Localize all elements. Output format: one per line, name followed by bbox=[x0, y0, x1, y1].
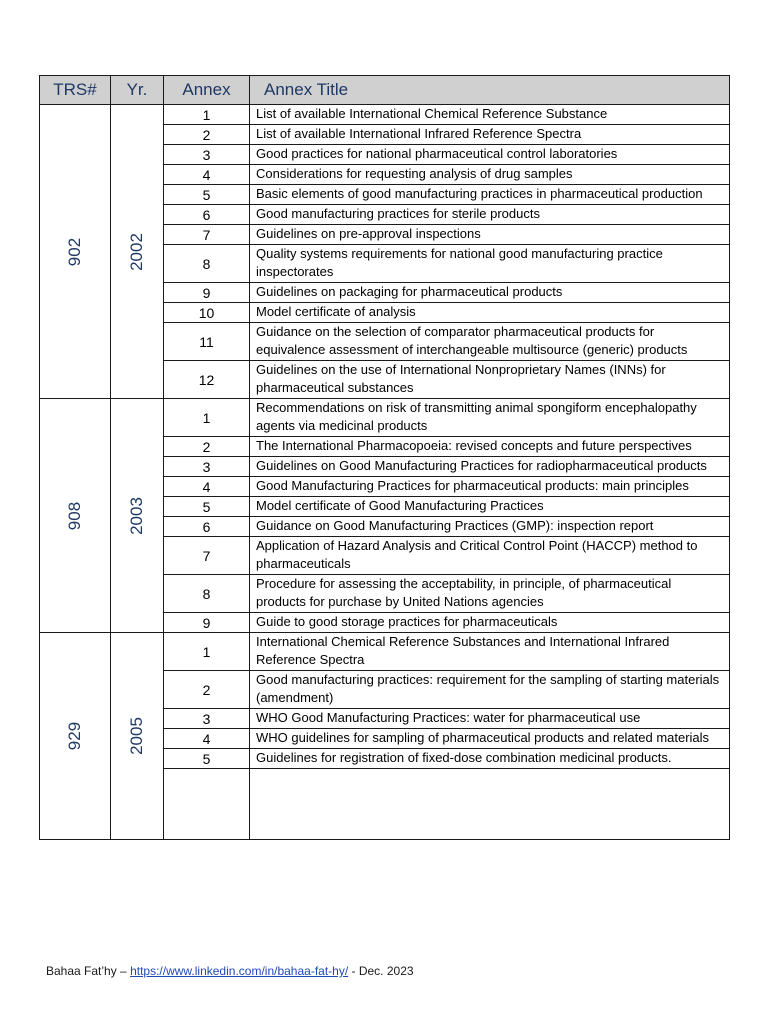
table-header-row bbox=[40, 76, 730, 105]
annex-number: 1 bbox=[164, 105, 250, 125]
annex-number: 6 bbox=[164, 517, 250, 537]
annex-number: 6 bbox=[164, 205, 250, 225]
year-value: 2002 bbox=[126, 232, 146, 271]
annex-number: 10 bbox=[164, 303, 250, 323]
trs-annex-table bbox=[39, 75, 730, 840]
annex-title: Guidelines on the use of International Nonproprietary Names (INNs) for pharmaceutical substances bbox=[250, 361, 730, 399]
annex-number: 9 bbox=[164, 613, 250, 633]
annex-title: Guidelines on Good Manufacturing Practices for radiopharmaceutical products bbox=[250, 457, 730, 477]
annex-number: 9 bbox=[164, 283, 250, 303]
trs-number-cell bbox=[40, 633, 111, 840]
annex-title: Guidelines for registration of fixed-dose combination medicinal products. bbox=[250, 749, 730, 769]
header-annex-title: Annex Title bbox=[250, 76, 730, 105]
annex-number: 11 bbox=[164, 323, 250, 361]
annex-number: 4 bbox=[164, 477, 250, 497]
header-trs: TRS# bbox=[40, 76, 111, 105]
annex-title: Good manufacturing practices for sterile products bbox=[250, 205, 730, 225]
annex-number: 5 bbox=[164, 185, 250, 205]
year-cell bbox=[111, 399, 164, 633]
annex-title: Guide to good storage practices for pharmaceuticals bbox=[250, 613, 730, 633]
annex-title: WHO guidelines for sampling of pharmaceutical products and related materials bbox=[250, 729, 730, 749]
footer-author: Bahaa Fat’hy – bbox=[46, 964, 131, 978]
annex-number: 3 bbox=[164, 145, 250, 165]
table-body bbox=[40, 105, 730, 840]
annex-number: 8 bbox=[164, 575, 250, 613]
annex-title: International Chemical Reference Substances and International Infrared Reference Spectra bbox=[250, 633, 730, 671]
footer bbox=[46, 964, 414, 978]
annex-title: Quality systems requirements for national good manufacturing practice inspectorates bbox=[250, 245, 730, 283]
annex-number: 1 bbox=[164, 399, 250, 437]
annex-number: 2 bbox=[164, 125, 250, 145]
empty-title-cell bbox=[250, 769, 730, 840]
annex-title: List of available International Chemical Reference Substance bbox=[250, 105, 730, 125]
year-value: 2005 bbox=[126, 717, 146, 755]
annex-number: 4 bbox=[164, 165, 250, 185]
trs-number-cell bbox=[40, 399, 111, 633]
annex-title: Guidance on the selection of comparator pharmaceutical products for equivalence assessment of interchangeable multisource (generic) products bbox=[250, 323, 730, 361]
empty-annex-cell bbox=[164, 769, 250, 840]
annex-title: Model certificate of analysis bbox=[250, 303, 730, 323]
annex-title: Basic elements of good manufacturing practices in pharmaceutical production bbox=[250, 185, 730, 205]
annex-title: Guidelines on packaging for pharmaceutical products bbox=[250, 283, 730, 303]
header-annex: Annex bbox=[164, 76, 250, 105]
annex-number: 2 bbox=[164, 437, 250, 457]
annex-title: WHO Good Manufacturing Practices: water for pharmaceutical use bbox=[250, 709, 730, 729]
year-cell bbox=[111, 633, 164, 840]
trs-number-cell bbox=[40, 105, 111, 399]
annex-number: 3 bbox=[164, 709, 250, 729]
annex-title: Considerations for requesting analysis of drug samples bbox=[250, 165, 730, 185]
table-row bbox=[40, 399, 730, 437]
annex-number: 2 bbox=[164, 671, 250, 709]
annex-number: 8 bbox=[164, 245, 250, 283]
annex-number: 12 bbox=[164, 361, 250, 399]
annex-title: Guidance on Good Manufacturing Practices (GMP): inspection report bbox=[250, 517, 730, 537]
annex-title: Guidelines on pre-approval inspections bbox=[250, 225, 730, 245]
annex-title: Good manufacturing practices: requirement for the sampling of starting materials (amendment) bbox=[250, 671, 730, 709]
footer-date: - Dec. 2023 bbox=[348, 964, 414, 978]
trs-number: 908 bbox=[65, 501, 84, 530]
annex-title: Recommendations on risk of transmitting animal spongiform encephalopathy agents via medicinal products bbox=[250, 399, 730, 437]
table-row bbox=[40, 633, 730, 671]
annex-number: 1 bbox=[164, 633, 250, 671]
annex-number: 7 bbox=[164, 225, 250, 245]
annex-number: 7 bbox=[164, 537, 250, 575]
footer-linkedin-link[interactable]: https://www.linkedin.com/in/bahaa-fat-hy/ bbox=[130, 964, 349, 978]
year-cell bbox=[111, 105, 164, 399]
table-row bbox=[40, 105, 730, 125]
annex-title: List of available International Infrared Reference Spectra bbox=[250, 125, 730, 145]
annex-title: Application of Hazard Analysis and Critical Control Point (HACCP) method to pharmaceuticals bbox=[250, 537, 730, 575]
annex-title: Good Manufacturing Practices for pharmaceutical products: main principles bbox=[250, 477, 730, 497]
trs-number: 902 bbox=[65, 237, 84, 266]
annex-number: 5 bbox=[164, 497, 250, 517]
annex-number: 3 bbox=[164, 457, 250, 477]
annex-number: 5 bbox=[164, 749, 250, 769]
annex-title: Procedure for assessing the acceptability, in principle, of pharmaceutical products for purchase by United Nations agencies bbox=[250, 575, 730, 613]
annex-title: Model certificate of Good Manufacturing Practices bbox=[250, 497, 730, 517]
annex-title: Good practices for national pharmaceutical control laboratories bbox=[250, 145, 730, 165]
annex-number: 4 bbox=[164, 729, 250, 749]
header-year: Yr. bbox=[111, 76, 164, 105]
annex-title: The International Pharmacopoeia: revised concepts and future perspectives bbox=[250, 437, 730, 457]
year-value: 2003 bbox=[126, 496, 146, 535]
trs-number: 929 bbox=[65, 721, 84, 751]
